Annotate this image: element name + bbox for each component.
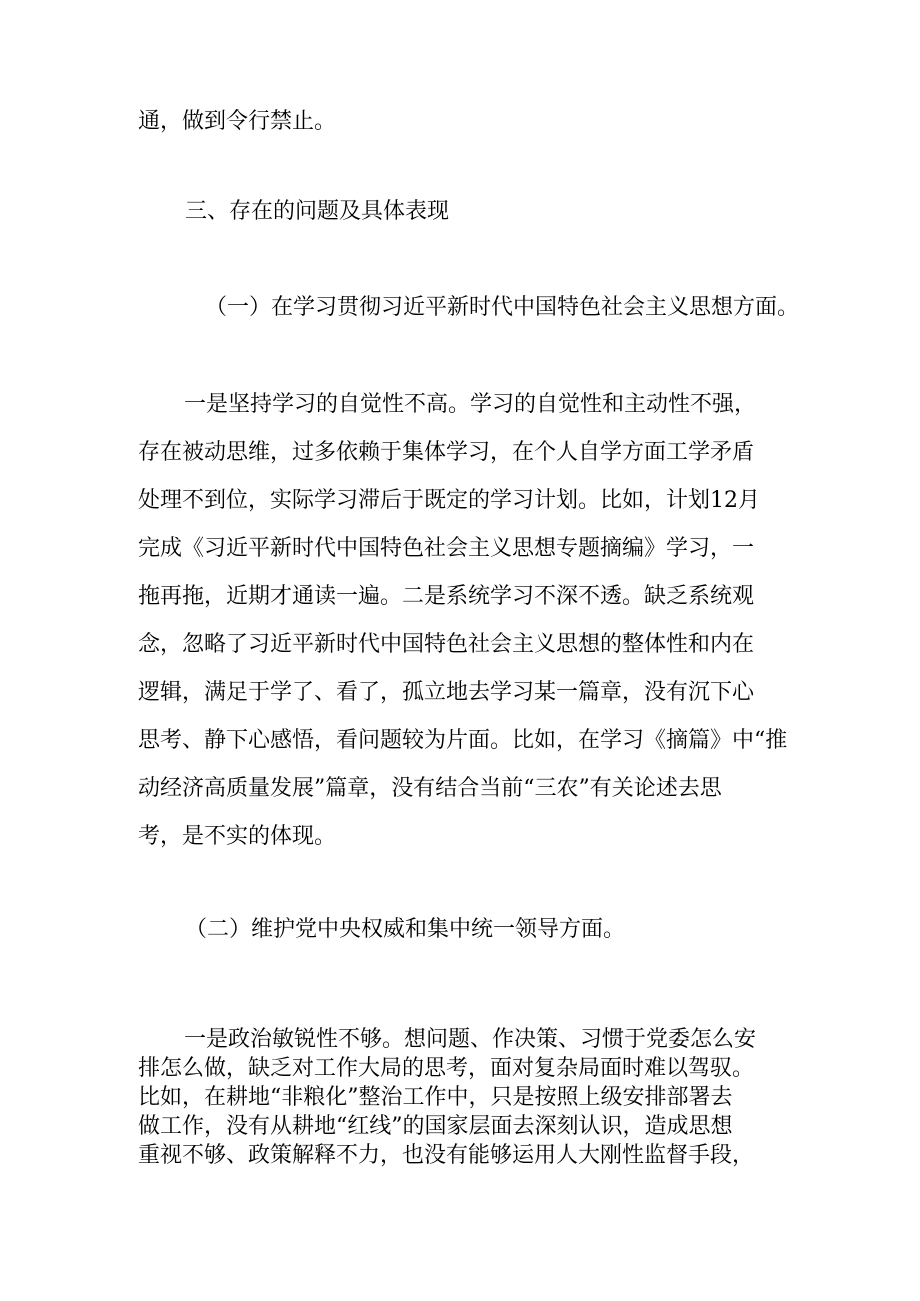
paragraph-line: 逻辑，满足于学了、看了，孤立地去学习某一篇章，没有沉下心 [138,680,755,705]
paragraph-1 [138,381,788,861]
paragraph-line: 存在被动思维，过多依赖于集体学习，在个人自学方面工学矛盾 [138,440,755,465]
paragraph-line: 拖再拖，近期才通读一遍。二是系统学习不深不透。缺乏系统观 [138,584,755,609]
paragraph-line: 一是政治敏锐性不够。想问题、作决策、习惯于党委怎么安 [184,1027,757,1052]
paragraph-line: 做工作，没有从耕地“红线”的国家层面去深刻认识，造成思想 [138,1114,733,1139]
paragraph-line: 比如，在耕地“非粮化”整治工作中，只是按照上级安排部署去 [138,1085,733,1110]
paragraph-line: 完成《习近平新时代中国特色社会主义思想专题摘编》学习，一 [138,536,755,561]
paragraph-line: 处理不到位，实际学习滞后于既定的学习计划。比如，计划12月 [138,488,760,513]
paragraph-line: 思考、静下心感悟，看问题较为片面。比如，在学习《摘篇》中“推 [138,728,788,753]
paragraph-line: 重视不够、政策解释不力，也没有能够运用人大刚性监督手段， [138,1143,755,1168]
subsection-heading-2: （二）维护党中央权威和集中统一领导方面。 [185,917,626,942]
carry-over-line: 通，做到令行禁止。 [138,109,337,134]
subsection-heading-1: （一）在学习贯彻习近平新时代中国特色社会主义思想方面。 [205,295,800,320]
paragraph-line: 动经济高质量发展”篇章，没有结合当前“三农”有关论述去思 [138,776,722,801]
section-heading: 三、存在的问题及具体表现 [185,199,450,224]
paragraph-line: 排怎么做，缺乏对工作大局的思考，面对复杂局面时难以驾驭。 [138,1056,755,1081]
paragraph-line: 考，是不实的体现。 [138,824,337,849]
paragraph-line: 念，忽略了习近平新时代中国特色社会主义思想的整体性和内在 [138,632,755,657]
paragraph-line: 一是坚持学习的自觉性不高。学习的自觉性和主动性不强， [184,392,757,417]
paragraph-2 [138,1025,788,1170]
